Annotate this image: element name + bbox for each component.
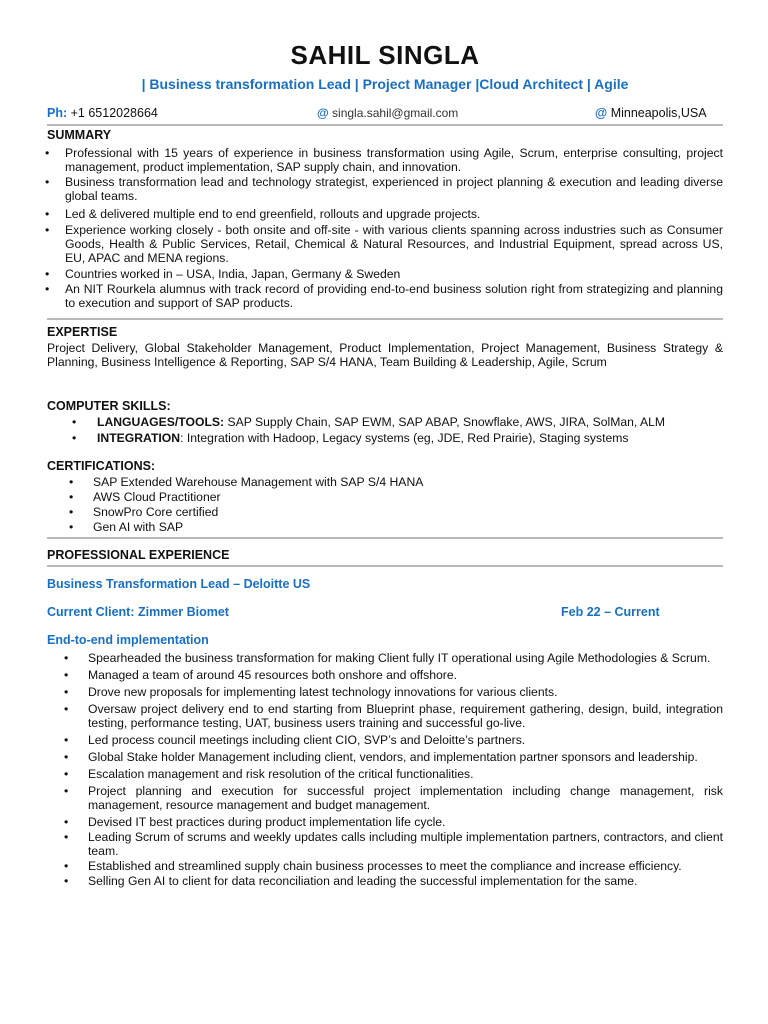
skill-label: LANGUAGES/TOOLS: bbox=[97, 415, 225, 429]
list-item: • Selling Gen AI to client for data reconciliation and leading the successful implementation for the same. bbox=[64, 874, 638, 888]
list-item: • Escalation management and risk resolution of the critical functionalities. bbox=[64, 767, 474, 781]
bullet-icon: • bbox=[69, 520, 74, 534]
bullet-icon: • bbox=[45, 175, 50, 189]
list-item: • Established and streamlined supply chain business processes to meet the compliance and increase efficiency. bbox=[64, 859, 682, 873]
email-at-icon: @ bbox=[317, 106, 329, 120]
list-item: • SnowPro Core certified bbox=[69, 505, 219, 519]
bullet-icon: • bbox=[64, 784, 69, 798]
list-item: • Gen AI with SAP bbox=[69, 520, 184, 534]
list-item: • An NIT Rourkela alumnus with track record of providing end-to-end business solution right from strategizing and planning to execution and support of SAP products. bbox=[45, 282, 723, 310]
list-item: • Business transformation lead and technology strategist, experienced in project planning & execution and leading diverse global teams. bbox=[45, 175, 723, 203]
bullet-icon: • bbox=[64, 702, 69, 716]
list-item: • Led process council meetings including client CIO, SVP’s and Deloitte’s partners. bbox=[64, 733, 526, 747]
list-item: • Global Stake holder Management including client, vendors, and implementation partner sponsors and leadership. bbox=[64, 750, 698, 764]
bullet-icon: • bbox=[64, 685, 69, 699]
certifications-heading: CERTIFICATIONS: bbox=[47, 459, 156, 473]
job-dates: Feb 22 – Current bbox=[561, 605, 660, 619]
list-item: • INTEGRATION: Integration with Hadoop, Legacy systems (eg, JDE, Red Prairie), Staging systems bbox=[72, 431, 629, 445]
email bbox=[317, 106, 458, 120]
list-item: • Project planning and execution for successful project implementation including change management, risk management, resource management and budget management. bbox=[64, 784, 723, 812]
list-item: • Devised IT best practices during product implementation life cycle. bbox=[64, 815, 446, 829]
bullet-icon: • bbox=[45, 223, 50, 237]
computer-skills-heading: COMPUTER SKILLS: bbox=[47, 399, 171, 413]
candidate-name: SAHIL SINGLA bbox=[290, 40, 480, 70]
location-text: Minneapolis,USA bbox=[610, 106, 707, 120]
phone bbox=[47, 106, 158, 120]
list-item: • Leading Scrum of scrums and weekly updates calls including multiple implementation partners, contractors, and client team. bbox=[64, 830, 723, 858]
email-address: singla.sahil@gmail.com bbox=[332, 106, 459, 120]
list-item: • Oversaw project delivery end to end starting from Blueprint phase, requirement gathering, design, build, integration testing, performance testing, UAT, business users training and successful go-live. bbox=[64, 702, 723, 730]
divider bbox=[47, 537, 723, 539]
list-item: • Professional with 15 years of experience in business transformation using Agile, Scrum, enterprise consulting, project management, product implementation, SAP supply chain, and innovation. bbox=[45, 146, 723, 174]
current-client: Current Client: Zimmer Biomet bbox=[47, 605, 229, 619]
bullet-icon: • bbox=[69, 490, 74, 504]
divider bbox=[47, 124, 723, 126]
list-item: • Experience working closely - both onsite and off-site - with various clients spanning across industries such as Consumer Goods, Health & Public Services, Retail, Chemical & Natural Resources, and Industrial Equipment, spread across US, EU, APAC and MENA regions. bbox=[45, 223, 723, 265]
list-item: • Countries worked in – USA, India, Japan, Germany & Sweden bbox=[45, 267, 401, 281]
phone-number: +1 6512028664 bbox=[70, 106, 158, 120]
location-at-icon: @ bbox=[595, 106, 608, 120]
divider bbox=[47, 565, 723, 567]
experience-list bbox=[47, 651, 723, 888]
certifications-list bbox=[47, 475, 723, 534]
computer-skills-list bbox=[47, 415, 723, 445]
skill-label: INTEGRATION bbox=[97, 431, 181, 445]
bullet-icon: • bbox=[45, 207, 50, 221]
bullet-icon: • bbox=[64, 874, 69, 888]
bullet-icon: • bbox=[45, 282, 50, 296]
bullet-icon: • bbox=[69, 505, 74, 519]
list-item: • AWS Cloud Practitioner bbox=[69, 490, 221, 504]
bullet-icon: • bbox=[64, 859, 69, 873]
bullet-icon: • bbox=[64, 750, 69, 764]
list-item: • Managed a team of around 45 resources both onshore and offshore. bbox=[64, 668, 458, 682]
divider bbox=[47, 318, 723, 320]
experience-heading: PROFESSIONAL EXPERIENCE bbox=[47, 548, 230, 562]
summary-list bbox=[47, 146, 723, 310]
expertise-heading: EXPERTISE bbox=[47, 325, 118, 339]
list-item: • Drove new proposals for implementing latest technology innovations for various clients. bbox=[64, 685, 558, 699]
list-item: • SAP Extended Warehouse Management with SAP S/4 HANA bbox=[69, 475, 424, 489]
tagline: | Business transformation Lead | Project Manager |Cloud Architect | Agile bbox=[141, 76, 629, 92]
job-title: Business Transformation Lead – Deloitte US bbox=[47, 577, 311, 591]
bullet-icon: • bbox=[64, 651, 69, 665]
bullet-icon: • bbox=[69, 475, 74, 489]
list-item: • Led & delivered multiple end to end greenfield, rollouts and upgrade projects. bbox=[45, 207, 481, 221]
bullet-icon: • bbox=[64, 767, 69, 781]
project-title: End-to-end implementation bbox=[47, 633, 209, 647]
summary-heading: SUMMARY bbox=[47, 128, 112, 142]
bullet-icon: • bbox=[45, 146, 50, 160]
bullet-icon: • bbox=[64, 668, 69, 682]
bullet-icon: • bbox=[64, 830, 69, 844]
bullet-icon: • bbox=[72, 415, 77, 429]
list-item: • LANGUAGES/TOOLS: SAP Supply Chain, SAP EWM, SAP ABAP, Snowflake, AWS, JIRA, SolMan, ALM bbox=[72, 415, 666, 429]
bullet-icon: • bbox=[72, 431, 77, 445]
expertise-text: Project Delivery, Global Stakeholder Management, Product Implementation, Project Management, Business Strategy & Planning, Business Intelligence & Reporting, SAP S/4 HANA, Team Building & Leadership, Agile, Scrum bbox=[47, 341, 723, 369]
location bbox=[595, 106, 707, 120]
bullet-icon: • bbox=[45, 267, 50, 281]
bullet-icon: • bbox=[64, 815, 69, 829]
bullet-icon: • bbox=[64, 733, 69, 747]
list-item: • Spearheaded the business transformation for making Client fully IT operational using Agile Methodologies & Scrum. bbox=[64, 651, 711, 665]
phone-label: Ph: bbox=[47, 106, 68, 120]
contact-line bbox=[47, 106, 723, 122]
